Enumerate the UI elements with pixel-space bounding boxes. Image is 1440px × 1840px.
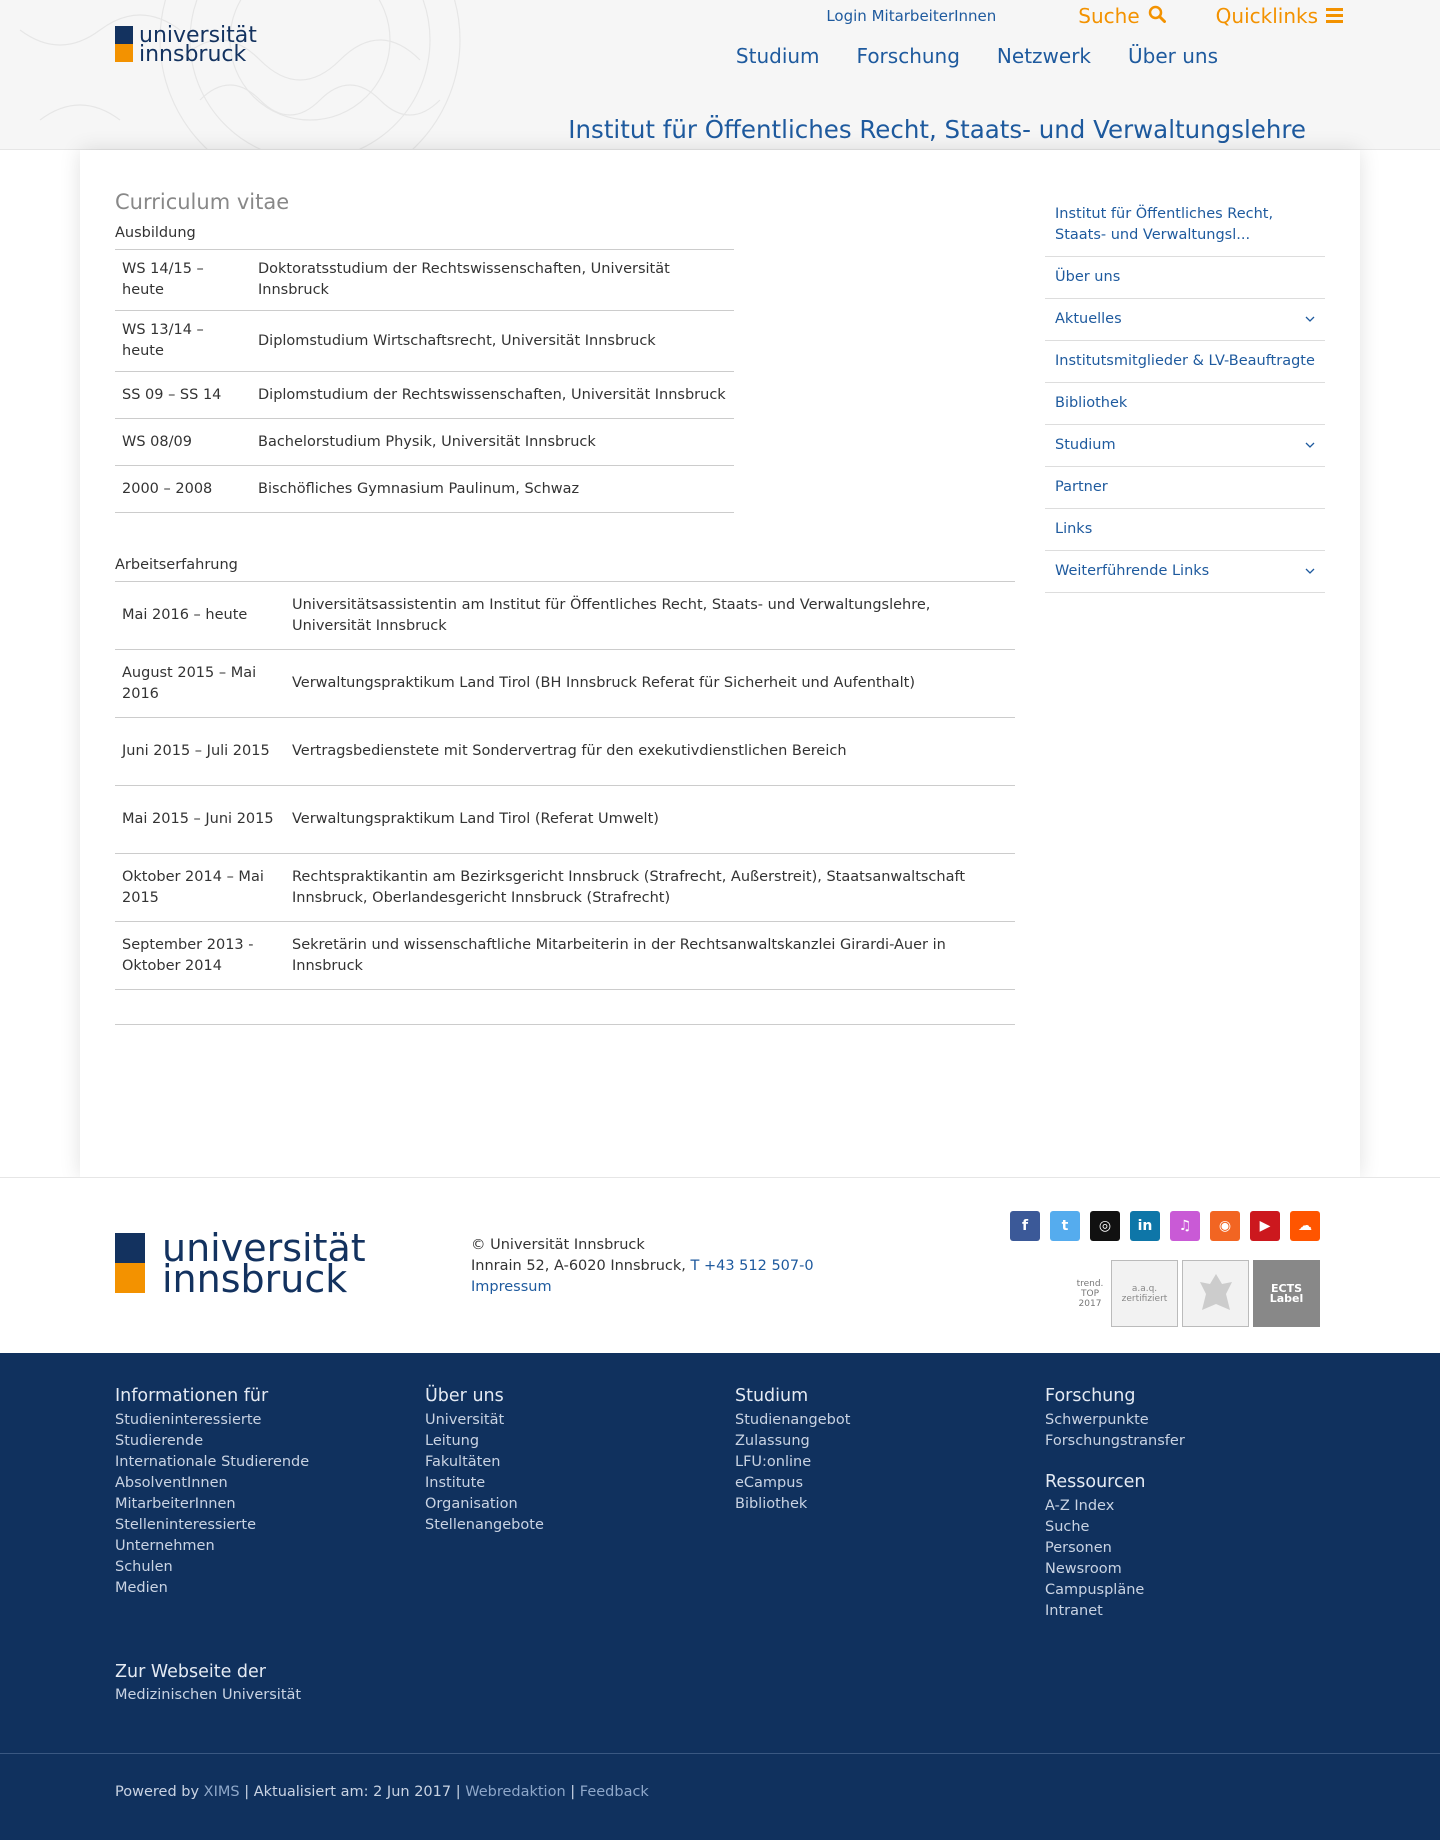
work-row: [115, 718, 1015, 786]
footer-column-title: Informationen für: [115, 1386, 269, 1406]
twitter-icon[interactable]: t: [1050, 1211, 1080, 1241]
logo-square-orange: [115, 44, 133, 62]
work-date: August 2015 – Mai 2016: [115, 650, 285, 718]
search-icon: [1148, 4, 1166, 28]
education-date: WS 08/09: [115, 419, 251, 466]
education-heading: Ausbildung: [115, 225, 196, 241]
phone-link[interactable]: T +43 512 507-0: [690, 1258, 814, 1274]
instagram-icon[interactable]: ◎: [1090, 1211, 1120, 1241]
impressum-link[interactable]: Impressum: [471, 1279, 552, 1295]
footer-link[interactable]: Campuspläne: [1045, 1582, 1145, 1598]
education-date: SS 09 – SS 14: [115, 372, 251, 419]
work-text: Verwaltungspraktikum Land Tirol (BH Innsbruck Referat für Sicherheit und Aufenthalt): [285, 650, 1015, 718]
work-heading: Arbeitserfahrung: [115, 557, 238, 573]
work-date: Mai 2015 – Juni 2015: [115, 786, 285, 854]
footer-link[interactable]: Bibliothek: [735, 1496, 808, 1512]
footer-link[interactable]: Fakultäten: [425, 1454, 501, 1470]
footer-logo-square-blue: [115, 1233, 145, 1263]
facebook-icon[interactable]: f: [1010, 1211, 1040, 1241]
sidebar-item[interactable]: [1045, 194, 1325, 257]
quicklinks-link[interactable]: [1216, 4, 1343, 28]
footer-link[interactable]: Unternehmen: [115, 1538, 215, 1554]
webredaktion-link[interactable]: Webredaktion: [465, 1784, 566, 1800]
search-label: Suche: [1078, 4, 1140, 28]
education-date: 2000 – 2008: [115, 466, 251, 513]
sidebar-item-label: Links: [1055, 521, 1093, 537]
sidebar-item-label: Weiterführende Links: [1055, 563, 1210, 579]
footer-link[interactable]: Personen: [1045, 1540, 1112, 1556]
footer-column-title: Ressourcen: [1045, 1472, 1146, 1492]
footer-link[interactable]: Stellenangebote: [425, 1517, 544, 1533]
footer-link[interactable]: Universität: [425, 1412, 505, 1428]
work-text: Vertragsbedienstete mit Sondervertrag für den exekutivdienstlichen Bereich: [285, 718, 1015, 786]
sidebar-item-label: Institutsmitglieder & LV-Beauftragte: [1055, 353, 1315, 369]
footer-column-title: Über uns: [425, 1386, 504, 1406]
work-date: September 2013 - Oktober 2014: [115, 922, 285, 990]
content-divider: [115, 990, 1015, 1025]
footer-link[interactable]: Intranet: [1045, 1603, 1103, 1619]
logo-square-blue: [115, 26, 133, 44]
sidebar-item[interactable]: [1045, 509, 1325, 551]
footer-logo-line-2: innsbruck: [162, 1257, 348, 1301]
med-uni-heading: Zur Webseite der: [115, 1662, 266, 1682]
work-table: [115, 581, 1015, 990]
footer-link[interactable]: Organisation: [425, 1496, 518, 1512]
feedback-link[interactable]: Feedback: [579, 1784, 649, 1800]
soundcloud-icon[interactable]: ☁: [1290, 1211, 1320, 1241]
seal-pattern-decoration: [0, 0, 600, 150]
institute-title[interactable]: Institut für Öffentliches Recht, Staats- und Verwaltungslehre: [568, 115, 1306, 144]
chevron-down-icon[interactable]: [1305, 309, 1315, 330]
address: Innrain 52, A-6020 Innsbruck,: [471, 1258, 686, 1274]
footer-link[interactable]: A-Z Index: [1045, 1498, 1115, 1514]
logo-line-2: innsbruck: [139, 42, 247, 67]
menu-icon: [1326, 4, 1343, 28]
footer-link[interactable]: Suche: [1045, 1519, 1090, 1535]
sidebar-item-label: Bibliothek: [1055, 395, 1128, 411]
nav-ueber-uns[interactable]: Über uns: [1128, 44, 1218, 68]
aaq-badge: a.a.q. zertifiziert: [1111, 1260, 1178, 1327]
footer-column: [425, 1386, 735, 1622]
work-row: [115, 650, 1015, 718]
work-date: Juni 2015 – Juli 2015: [115, 718, 285, 786]
footer-link[interactable]: Stelleninteressierte: [115, 1517, 256, 1533]
university-logo[interactable]: [115, 23, 257, 67]
sidebar-item[interactable]: [1045, 467, 1325, 509]
work-row: [115, 922, 1015, 990]
copyright: © Universität Innsbruck: [471, 1237, 645, 1253]
footer-column: [735, 1386, 1045, 1622]
main-column: [115, 190, 1015, 1177]
footer-column: [1045, 1386, 1355, 1622]
chevron-down-icon[interactable]: [1305, 561, 1315, 582]
powered-by-label: Powered by: [115, 1784, 200, 1800]
sidebar-item-label: Studium: [1055, 437, 1116, 453]
work-row: [115, 582, 1015, 650]
education-row: [115, 250, 734, 311]
footer-link[interactable]: Forschungstransfer: [1045, 1433, 1185, 1449]
footer-logo[interactable]: [115, 1226, 366, 1301]
linkedin-icon[interactable]: in: [1130, 1211, 1160, 1241]
footer-link[interactable]: Leitung: [425, 1433, 480, 1449]
work-date: Mai 2016 – heute: [115, 582, 285, 650]
footer-link[interactable]: Schulen: [115, 1559, 173, 1575]
footer-link[interactable]: Studienangebot: [735, 1412, 851, 1428]
separator: |: [570, 1784, 576, 1800]
trend-badge: trend. TOP 2017: [1073, 1260, 1107, 1327]
sidebar-item[interactable]: [1045, 257, 1325, 299]
footer-link[interactable]: eCampus: [735, 1475, 804, 1491]
ects-badge: ECTS Label: [1253, 1260, 1320, 1327]
sidebar-item[interactable]: [1045, 299, 1325, 341]
footer-link[interactable]: Newsroom: [1045, 1561, 1122, 1577]
search-link[interactable]: [1078, 4, 1165, 28]
education-text: Diplomstudium der Rechtswissenschaften, Universität Innsbruck: [251, 372, 734, 419]
education-date: WS 14/15 – heute: [115, 250, 251, 311]
footer-bottom: [0, 1753, 1440, 1840]
work-text: Rechtspraktikantin am Bezirksgericht Innsbruck (Strafrecht, Außerstreit), Staatsanwaltschaft Innsbruck, Oberlandesgericht Innsbruck (Strafrecht): [285, 854, 1015, 922]
logo-line-1: universität: [139, 23, 257, 48]
education-text: Bischöfliches Gymnasium Paulinum, Schwaz: [251, 466, 734, 513]
work-row: [115, 854, 1015, 922]
footer-link[interactable]: Zulassung: [735, 1433, 810, 1449]
social-links: [1000, 1211, 1320, 1241]
footer-column: [115, 1386, 425, 1622]
work-row: [115, 786, 1015, 854]
education-text: Doktoratsstudium der Rechtswissenschaften, Universität Innsbruck: [251, 250, 734, 311]
xims-link[interactable]: XIMS: [203, 1784, 240, 1800]
sidebar-item-label: Über uns: [1055, 269, 1121, 285]
footer-nav: [0, 1353, 1440, 1753]
nav-netzwerk[interactable]: Netzwerk: [996, 44, 1091, 68]
education-text: Diplomstudium Wirtschaftsrecht, Universität Innsbruck: [251, 311, 734, 372]
footer-link[interactable]: MitarbeiterInnen: [115, 1496, 236, 1512]
quicklinks-label: Quicklinks: [1215, 4, 1318, 28]
login-link[interactable]: Login MitarbeiterInnen: [826, 7, 997, 25]
page-title: Curriculum vitae: [115, 190, 290, 214]
footer-link[interactable]: Studieninteressierte: [115, 1412, 262, 1428]
itunes-icon[interactable]: ♫: [1170, 1211, 1200, 1241]
work-text: Sekretärin und wissenschaftliche Mitarbeiterin in der Rechtsanwaltskanzlei Girardi-Auer in Innsbruck: [285, 922, 1015, 990]
sidebar-nav: [1045, 194, 1325, 1177]
sidebar-item-label: Aktuelles: [1055, 311, 1122, 327]
updated-label: | Aktualisiert am: 2 Jun 2017 |: [244, 1784, 461, 1800]
work-text: Verwaltungspraktikum Land Tirol (Referat Umwelt): [285, 786, 1015, 854]
footer-link[interactable]: LFU:online: [735, 1454, 812, 1470]
certification-badges: [1069, 1260, 1320, 1327]
eagle-seal-badge: [1182, 1260, 1249, 1327]
youtube-icon[interactable]: ▶: [1250, 1211, 1280, 1241]
education-date: WS 13/14 – heute: [115, 311, 251, 372]
footer-top: [0, 1177, 1440, 1353]
education-row: [115, 311, 734, 372]
education-row: [115, 466, 734, 513]
sidebar-item[interactable]: [1045, 341, 1325, 383]
footer-address: [471, 1235, 814, 1298]
education-row: [115, 419, 734, 466]
med-uni-link[interactable]: Medizinischen Universität: [115, 1687, 302, 1703]
footer-link[interactable]: Institute: [425, 1475, 486, 1491]
sidebar-item[interactable]: [1045, 383, 1325, 425]
footer-link[interactable]: AbsolventInnen: [115, 1475, 228, 1491]
sidebar-item[interactable]: [1045, 551, 1325, 593]
footer-column-title: Studium: [735, 1386, 809, 1406]
footer-link[interactable]: Studierende: [115, 1433, 204, 1449]
sidebar-item-label: Institut für Öffentliches Recht, Staats- und Verwaltungsl...: [1055, 206, 1274, 243]
education-text: Bachelorstudium Physik, Universität Innsbruck: [251, 419, 734, 466]
work-text: Universitätsassistentin am Institut für Öffentliches Recht, Staats- und Verwaltungslehre, Universität Innsbruck: [285, 582, 1015, 650]
site-header: [0, 0, 1440, 150]
chevron-down-icon[interactable]: [1305, 435, 1315, 456]
footer-link[interactable]: Schwerpunkte: [1045, 1412, 1149, 1428]
footer-link[interactable]: Medien: [115, 1580, 168, 1596]
education-row: [115, 372, 734, 419]
nav-forschung[interactable]: Forschung: [856, 44, 960, 68]
content-area: [80, 150, 1360, 1177]
work-date: Oktober 2014 – Mai 2015: [115, 854, 285, 922]
sidebar-item-label: Partner: [1055, 479, 1108, 495]
footer-logo-line-1: universität: [162, 1226, 366, 1270]
main-nav: [736, 44, 1218, 68]
footer-logo-square-orange: [115, 1263, 145, 1293]
education-table: [115, 249, 734, 513]
footer-column-title: Forschung: [1045, 1386, 1136, 1406]
rss-icon[interactable]: ◉: [1210, 1211, 1240, 1241]
sidebar-item[interactable]: [1045, 425, 1325, 467]
nav-studium[interactable]: Studium: [735, 44, 820, 68]
footer-link[interactable]: Internationale Studierende: [115, 1454, 310, 1470]
